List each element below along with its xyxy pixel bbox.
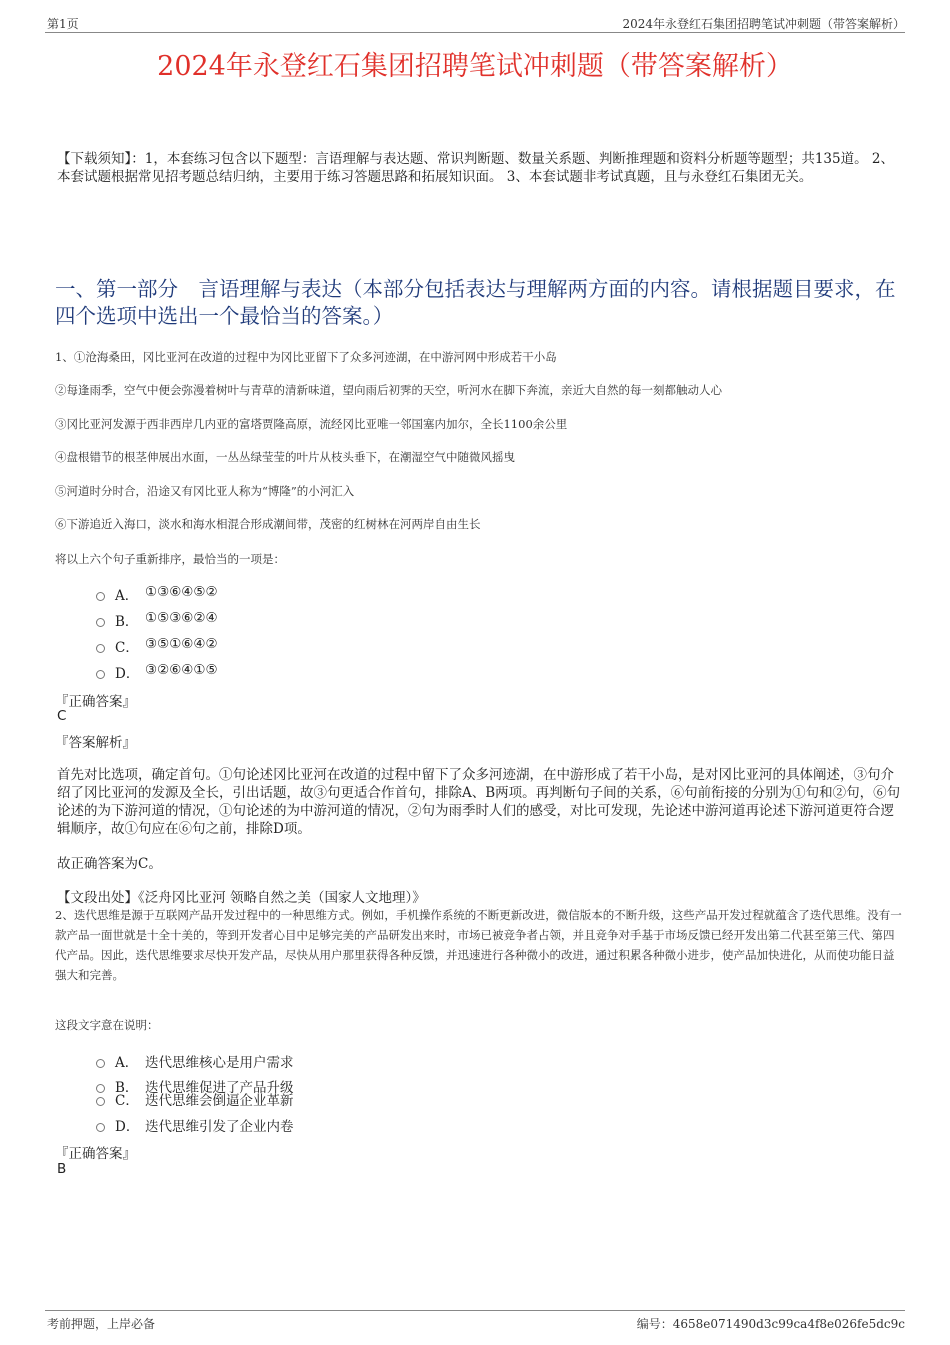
option-text: ①⑤③⑥②④ — [145, 610, 218, 626]
footer-divider — [45, 1310, 905, 1311]
option-text: ③②⑥④①⑤ — [145, 662, 218, 678]
option-label: C． — [115, 1093, 139, 1109]
option-label: A． — [115, 1055, 139, 1071]
radio-icon[interactable] — [96, 1123, 105, 1132]
header-doc-title: 2024年永登红石集团招聘笔试冲刺题（带答案解析） — [622, 17, 905, 31]
radio-icon[interactable] — [96, 1084, 105, 1093]
option-text: 迭代思维引发了企业内卷 — [145, 1119, 294, 1135]
option-text: 迭代思维会倒逼企业革新 — [145, 1093, 294, 1109]
option-label: B． — [115, 1080, 139, 1096]
header-divider — [45, 32, 905, 33]
option-label: C． — [115, 640, 139, 656]
radio-icon[interactable] — [96, 592, 105, 601]
download-notice: 【下载须知】：1，本套练习包含以下题型：言语理解与表达题、常识判断题、数量关系题、判断推理题和资料分析题等题型；共135道。 2、本套试题根据常见招考题总结归纳，主要用于练习答题思路和拓展知识面。 3、本套试题非考试真题，且与永登红石集团无关。 — [57, 151, 894, 185]
q1-answer-label: 『正确答案』 — [55, 694, 136, 710]
radio-icon[interactable] — [96, 670, 105, 679]
option-text: 迭代思维核心是用户需求 — [145, 1055, 294, 1071]
radio-icon[interactable] — [96, 1097, 105, 1106]
page-number: 第1页 — [47, 17, 79, 31]
option-label: D． — [115, 1119, 140, 1135]
q1-conclusion: 故正确答案为C。 — [57, 856, 162, 872]
section-heading: 一、第一部分 言语理解与表达（本部分包括表达与理解两方面的内容。请根据题目要求，在四个选项中选出一个最恰当的答案。） — [55, 277, 896, 328]
option-text: ③⑤①⑥④② — [145, 636, 218, 652]
option-label: D． — [115, 666, 140, 682]
option-label: A． — [115, 588, 139, 604]
q2-answer-value: B — [57, 1161, 67, 1177]
q1-source: 【文段出处】《泛舟冈比亚河 领略自然之美（国家人文地理）》 — [57, 890, 426, 906]
q1-sentence-1: 1、①沧海桑田，冈比亚河在改道的过程中为冈比亚留下了众多河迹湖，在中游河网中形成若干小岛 — [55, 350, 557, 364]
q1-analysis-label: 『答案解析』 — [55, 735, 136, 751]
q1-prompt: 将以上六个句子重新排序，最恰当的一项是： — [55, 552, 285, 566]
document-title: 2024年永登红石集团招聘笔试冲刺题（带答案解析） — [157, 51, 793, 82]
radio-icon[interactable] — [96, 618, 105, 627]
q1-sentence-3: ③冈比亚河发源于西非西岸几内亚的富塔贾隆高原，流经冈比亚唯一邻国塞内加尔，全长1100余公里 — [55, 417, 568, 431]
q1-sentence-6: ⑥下游追近入海口，淡水和海水相混合形成潮间带，茂密的红树林在河两岸自由生长 — [55, 517, 481, 531]
option-label: B． — [115, 614, 139, 630]
q2-prompt: 这段文字意在说明： — [55, 1018, 159, 1032]
radio-icon[interactable] — [96, 644, 105, 653]
q1-sentence-4: ④盘根错节的根茎伸展出水面，一丛丛绿莹莹的叶片从枝头垂下，在潮湿空气中随微风摇曳 — [55, 450, 515, 464]
q1-analysis-text: 首先对比选项，确定首句。①句论述冈比亚河在改道的过程中留下了众多河迹湖，在中游形成了若干小岛，是对冈比亚河的具体阐述，③句介绍了冈比亚河的发源及全长，引出话题，故③句更适合作首句，排除A、B两项。再判断句子间的关系，⑥句前衔接的分别为①句和②句，⑥句论述的为下游河道的情况，①句论述的为中游河道的情况，②句为雨季时人们的感受，对比可发现，先论述中游河道再论述下游河道更符合逻辑顺序，故①句应在⑥句之前，排除D项。 — [57, 767, 901, 837]
option-text: ①③⑥④⑤② — [145, 584, 218, 600]
q2-text: 2、迭代思维是源于互联网产品开发过程中的一种思维方式。例如，手机操作系统的不断更新改进，微信版本的不断升级，这些产品开发过程就蕴含了迭代思维。没有一款产品一面世就是十全十美的，等到开发者心目中足够完美的产品研发出来时，市场已被竞争者占领，并且竞争对手基于市场反馈已经开发出第二代甚至第三代、第四代产品。因此，迭代思维要求尽快开发产品，尽快从用户那里获得各种反馈，并迅速进行各种微小的改进，通过积累各种微小进步，使产品加快进化，从而使功能日益强大和完善。 — [55, 908, 902, 982]
footer-slogan: 考前押题，上岸必备 — [47, 1317, 156, 1331]
q1-sentence-5: ⑤河道时分时合，沿途又有冈比亚人称为“博隆”的小河汇入 — [55, 484, 355, 498]
q2-answer-label: 『正确答案』 — [55, 1146, 136, 1162]
radio-icon[interactable] — [96, 1059, 105, 1068]
option-text: 迭代思维促进了产品升级 — [145, 1080, 294, 1096]
q1-sentence-2: ②每逢雨季，空气中便会弥漫着树叶与青草的清新味道，望向雨后初霁的天空，听河水在脚下奔流，亲近大自然的每一刻都触动人心 — [55, 383, 722, 397]
footer-doc-id: 编号：4658e071490d3c99ca4f8e026fe5dc9c — [636, 1317, 905, 1331]
q1-answer-value: C — [57, 708, 67, 724]
